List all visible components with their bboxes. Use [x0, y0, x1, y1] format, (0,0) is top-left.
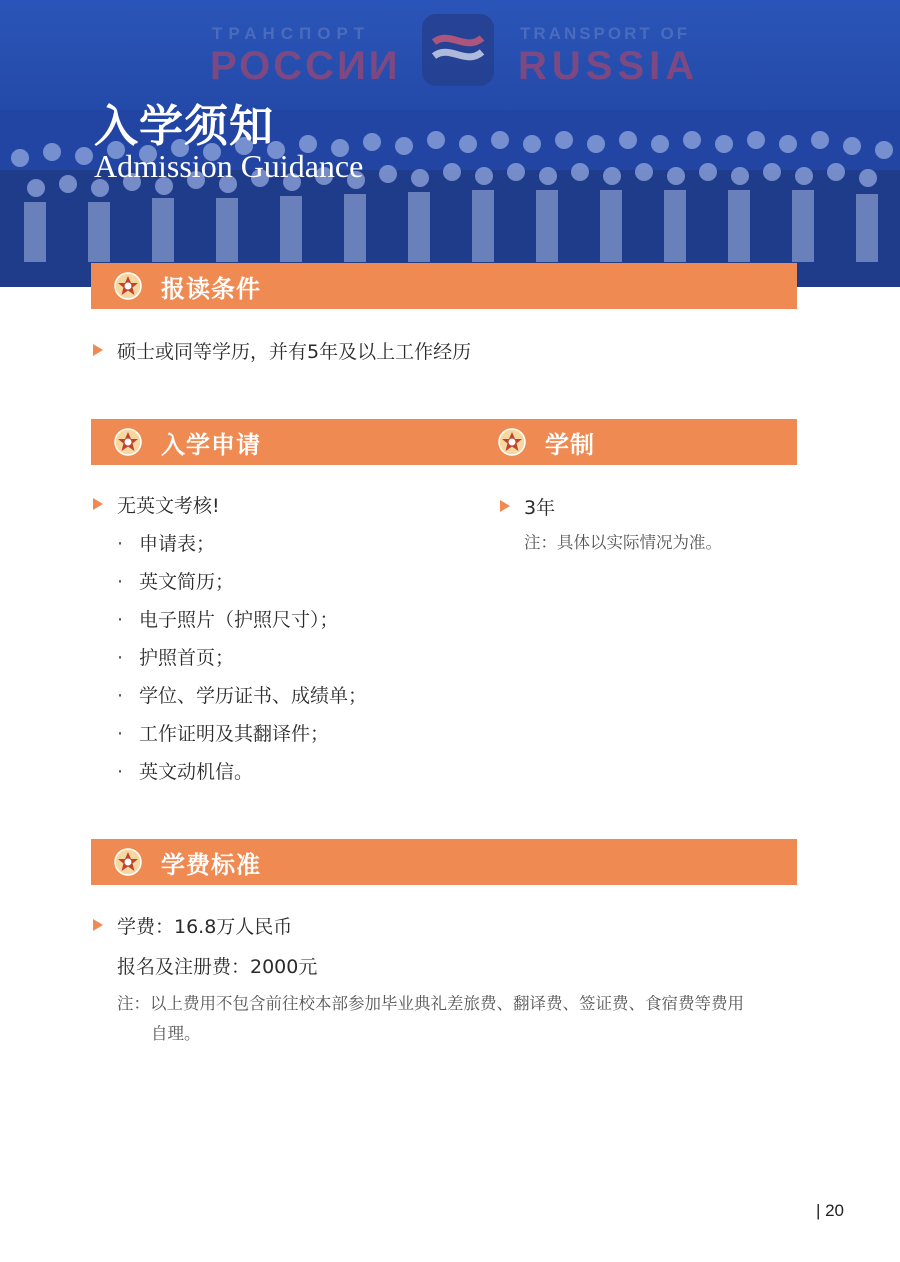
application-item: 学位、学历证书、成绩单；	[139, 685, 368, 707]
duration-value: 3年	[524, 497, 556, 519]
list-item: · 学位、学历证书、成绩单；	[117, 681, 367, 708]
university-emblem-icon	[113, 271, 143, 301]
sign-ru-big: РОССИИ	[210, 44, 401, 88]
registration-fee: 报名及注册费：2000元	[117, 956, 318, 978]
duration-note: 注：具体以实际情况为准。	[524, 533, 722, 552]
list-item	[93, 912, 292, 939]
triangle-bullet-icon	[93, 919, 103, 931]
university-emblem-icon	[113, 847, 143, 877]
section-title-requirements: 报读条件	[161, 274, 261, 303]
requirement-text: 硕士或同等学历，并有5年及以上工作经历	[117, 341, 472, 363]
triangle-bullet-icon	[500, 500, 510, 512]
list-item: · 工作证明及其翻译件；	[117, 719, 329, 746]
application-item: 英文简历；	[139, 571, 235, 593]
triangle-bullet-icon	[93, 344, 103, 356]
fees-note-line-1: 注：以上费用不包含前往校本部参加毕业典礼差旅费、翻译费、签证费、食宿费等费用	[117, 994, 744, 1013]
application-item: 护照首页；	[139, 647, 235, 669]
section-header-row	[91, 419, 797, 465]
application-item: 工作证明及其翻译件；	[139, 723, 330, 745]
fees-note	[117, 989, 797, 1049]
section-header-duration	[479, 425, 595, 460]
fees-note-line-2: 自理。	[151, 1024, 201, 1043]
list-item	[500, 493, 555, 520]
section-header-fees	[91, 839, 797, 885]
triangle-bullet-icon	[93, 498, 103, 510]
university-emblem-icon	[113, 427, 143, 457]
section-header-requirements	[91, 263, 797, 309]
list-item	[93, 337, 471, 364]
transport-logo-icon	[420, 12, 496, 88]
list-item: · 电子照片（护照尺寸）；	[117, 605, 339, 632]
hero-banner	[0, 0, 900, 287]
section-header-application	[91, 425, 479, 460]
application-item: 英文动机信。	[139, 761, 254, 783]
application-item: 申请表；	[139, 533, 216, 555]
page-title: 入学须知	[94, 101, 274, 152]
list-item: · 英文动机信。	[117, 757, 253, 784]
page-number: | 20	[815, 1201, 844, 1220]
application-item: 电子照片（护照尺寸）；	[139, 609, 339, 631]
sign-en-big: RUSSIA	[518, 44, 700, 88]
section-title-duration: 学制	[545, 430, 595, 459]
application-lead: 无英文考核!	[117, 495, 220, 517]
university-emblem-icon	[497, 427, 527, 457]
section-title-fees: 学费标准	[161, 850, 261, 879]
sign-en-small: TRANSPORT OF	[520, 24, 691, 43]
page-subtitle: Admission Guidance	[94, 148, 364, 184]
list-item: · 申请表；	[117, 529, 215, 556]
list-item: · 英文简历；	[117, 567, 234, 594]
tuition-fee: 学费：16.8万人民币	[117, 916, 293, 938]
sign-ru-small: ТРАНСПОРТ	[212, 24, 371, 43]
list-item: · 护照首页；	[117, 643, 234, 670]
section-title-application: 入学申请	[161, 430, 261, 459]
list-item	[93, 491, 220, 518]
